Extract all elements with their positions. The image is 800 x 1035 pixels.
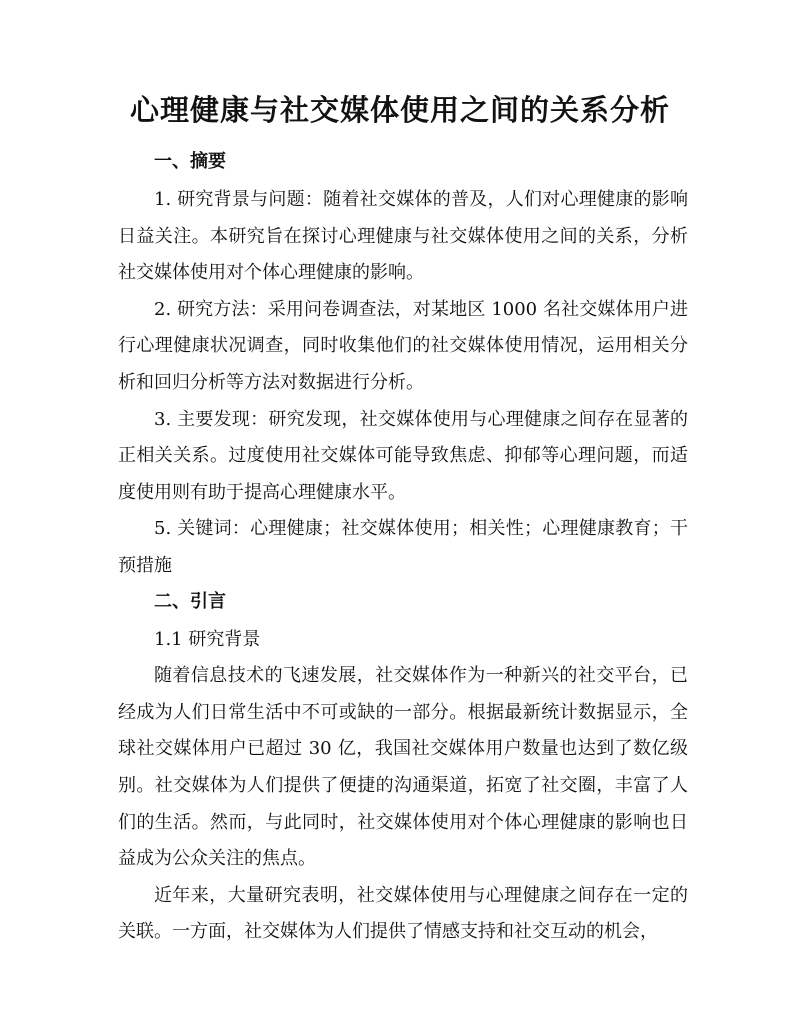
abstract-item-keywords: 5. 关键词：心理健康；社交媒体使用；相关性；心理健康教育；干预措施 (118, 518, 688, 576)
intro-paragraph: 近年来，大量研究表明，社交媒体使用与心理健康之间存在一定的关联。一方面，社交媒体为人们提供了情感支持和社交互动的机会， (118, 884, 688, 943)
intro-paragraph: 随着信息技术的飞速发展，社交媒体作为一种新兴的社交平台，已经成为人们日常生活中不可或缺的一部分。根据最新统计数据显示，全球社交媒体用户已超过 30 亿，我国社交媒体用户数量也达到了数亿级别。社交媒体为人们提供了便捷的沟通渠道，拓宽了社交圈，丰富了人们的生活。然而，与此同时，社交媒体使用对个体心理健康的影响也日益成为公众关注的焦点。 (118, 665, 688, 870)
section-heading-introduction: 二、引言 (154, 590, 226, 612)
abstract-item-method: 2. 研究方法：采用问卷调查法，对某地区 1000 名社交媒体用户进行心理健康状况调查，同时收集他们的社交媒体使用情况，运用相关分析和回归分析等方法对数据进行分析。 (118, 298, 688, 393)
document-title: 心理健康与社交媒体使用之间的关系分析 (129, 93, 670, 127)
document-body (118, 147, 688, 951)
subsection-heading-background: 1.1 研究背景 (154, 628, 261, 650)
abstract-item-background: 1. 研究背景与问题：随着社交媒体的普及，人们对心理健康的影响日益关注。本研究旨在探讨心理健康与社交媒体使用之间的关系，分析社交媒体使用对个体心理健康的影响。 (118, 189, 688, 284)
abstract-item-findings: 3. 主要发现：研究发现，社交媒体使用与心理健康之间存在显著的正相关关系。过度使用社交媒体可能导致焦虑、抑郁等心理问题，而适度使用则有助于提高心理健康水平。 (118, 408, 688, 503)
section-heading-abstract: 一、摘要 (154, 151, 226, 172)
